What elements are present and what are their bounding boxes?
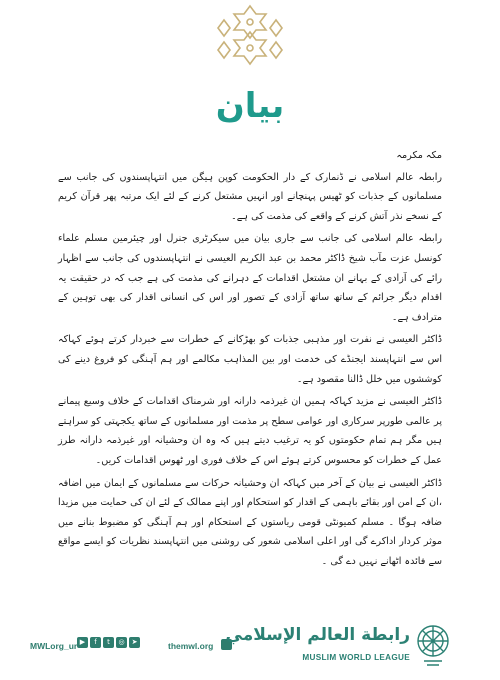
footer — [0, 615, 500, 680]
statement-body — [58, 146, 442, 574]
youtube-icon[interactable]: ▶ — [77, 637, 88, 648]
logo-english-wordmark: MUSLIM WORLD LEAGUE — [302, 653, 410, 662]
document-title: بیان — [215, 86, 285, 126]
dateline-place: مکہ مکرمہ — [396, 150, 442, 161]
paragraph-3: ڈاکٹر العیسی نے نفرت اور مذہبی جذبات کو بھڑکانے کے خطرات سے خبردار کرتے ہوئے کہاکہ اس سے انتہاپسند ایجنڈے کی خدمت اور بین المذاہب مکالمے اور ہم آہنگی کو فروغ دینے کی کوششوں میں خلل ڈالنا مقصود ہے۔ — [58, 334, 442, 385]
telegram-icon[interactable]: ➤ — [129, 637, 140, 648]
facebook-icon[interactable]: f — [90, 637, 101, 648]
logo-arabic-wordmark: رابطة العالم الإسلامي — [225, 625, 410, 645]
paragraph-5: ڈاکٹر العیسی نے بیان کے آخر میں کہاکہ ان وحشیانہ حرکات سے مسلمانوں کے ایمان میں اضافہ ،ان کے امن اور بقائے باہمی کے اقدار کو استحکام اور اپنے ممالک کے لئے ان کی حمایت میں مزیدا ضافہ ہوگا ۔ مسلم کمیونٹی قومی ریاستوں کے استحکام اور ہم آہنگی کو مضبوط بنانے میں موثر کردار اداکرے گی اور اعلی اسلامی شعور کی روشنی میں انتہاپسند نظریات کو ایسے مواقع سے فائدہ اٹھانے نہیں دے گی ۔ — [58, 477, 442, 567]
instagram-icon[interactable]: ◎ — [116, 637, 127, 648]
paragraph-1: رابطہ عالم اسلامی نے ڈنمارک کے دار الحکومت کوپن ہیگن میں انتہاپسندوں کی جانب سے مسلمانوں کے جذبات کو ٹھیس پہنچانے اور انہیں مشتعل کرنے کے لئے ایک مرتبہ پھر قرآن کریم کے نسخے نذر آتش کرنے کے واقعے کی مذمت کی ہے۔ — [58, 171, 442, 222]
social-icons — [77, 637, 140, 648]
geometric-ornament-icon — [200, 2, 300, 68]
paragraph-4: ڈاکٹر العیسی نے مزید کہاکہ ہمیں ان غیرذمہ دارانہ اور شرمناک اقدامات کے خلاف وسیع پیمانے پر عالمی طورپر سرکاری اور عوامی سطح پر مذمت اور مسلمانوں کے ساتھ یکجہتی کو سراہتے ہیں مگر ہم تمام حکومتوں کو یہ ترغیب دیتے ہیں کہ وہ ان وحشیانہ اور غیرذمہ دارانہ طرز عمل کے خطرات کو محسوس کرتے ہوئے اس کے خلاف فوری اور ٹھوس اقدامات کریں۔ — [58, 396, 442, 466]
mwl-emblem-icon — [414, 621, 452, 667]
paragraph-2: رابطہ عالم اسلامی کی جانب سے جاری بیان میں سیکرٹری جنرل اور چیئرمین مسلم علماء کونسل عزت مآب شیخ ڈاکٹر محمد بن عبد الکریم العیسی نے انتہاپسندوں کی جانب سے اظہار رائے کی آزادی کے بہانے ان مشتعل اقدامات کے دہرانے کی مذمت کی ہے جب کہ در حقیقت یہ اقدام دیگر جرائم کے ساتھ ساتھ آزادی کے تصور اور اس کی انسانی اقدار کی بھی توہین کے مترادف ہے۔ — [58, 233, 442, 323]
website-link[interactable]: themwl.org — [168, 641, 214, 651]
twitter-icon[interactable]: t — [103, 637, 114, 648]
social-handle[interactable]: MWLorg_ur — [30, 641, 78, 651]
